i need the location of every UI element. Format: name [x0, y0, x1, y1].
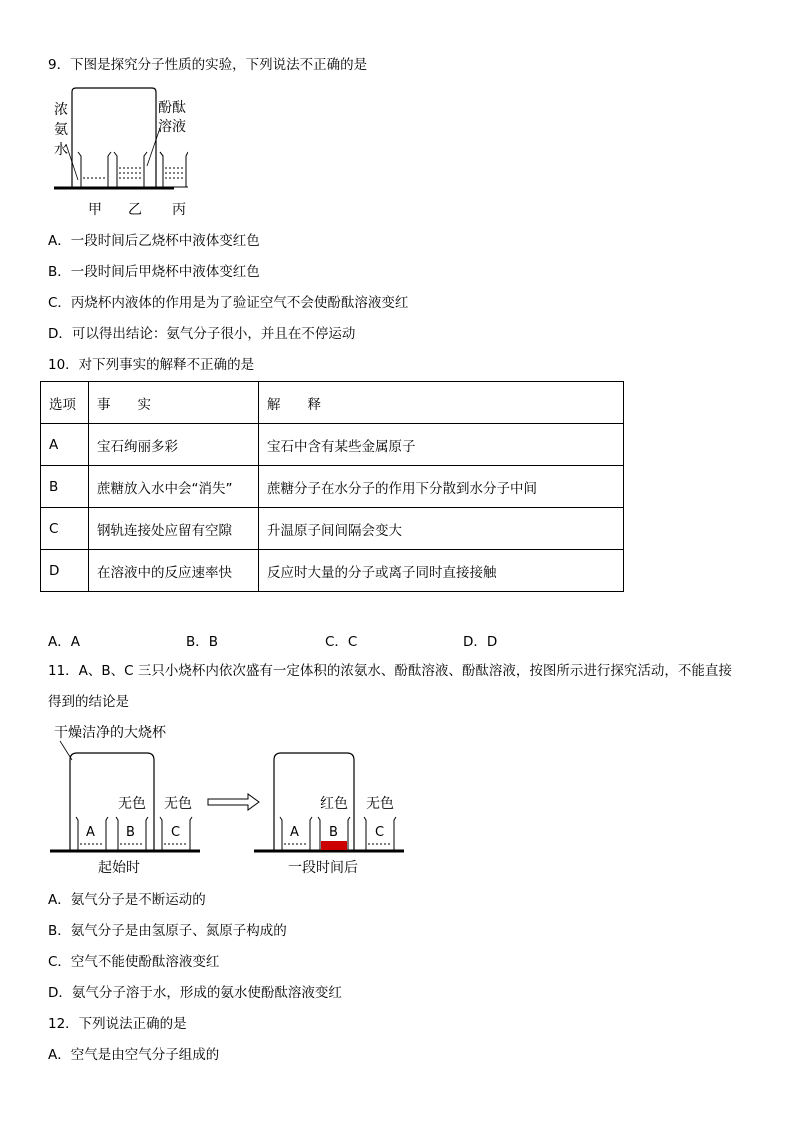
row-fact: 宝石绚丽多彩 — [89, 424, 259, 466]
red-liquid — [321, 841, 347, 850]
caption-after: 一段时间后 — [288, 860, 358, 876]
cover-label: 干燥洁净的大烧杯 — [54, 725, 166, 741]
row-explanation: 反应时大量的分子或离子同时直接接触 — [259, 550, 624, 592]
row-option: B — [41, 466, 89, 508]
cup-jia — [78, 152, 111, 187]
row-fact: 钢轨连接处应留有空隙 — [89, 508, 259, 550]
q10-option-d: D．D — [463, 634, 498, 650]
letter-a-before: A — [86, 825, 95, 840]
letter-b-before: B — [126, 825, 135, 840]
row-fact: 蔗糖放入水中会“消失” — [89, 466, 259, 508]
caption-before: 起始时 — [98, 860, 140, 876]
table-row — [41, 508, 624, 550]
label-solution: 溶液 — [158, 119, 186, 135]
b-color-after: 红色 — [320, 796, 348, 812]
q10-option-b: B．B — [186, 634, 219, 650]
q9-figure — [48, 84, 188, 222]
label-nong: 浓 — [54, 102, 68, 118]
q10-options — [48, 630, 608, 650]
q9-stem: 9．下图是探究分子性质的实验，下列说法不正确的是 — [48, 57, 368, 73]
label-an: 氨 — [54, 122, 68, 138]
arrow-icon — [208, 794, 259, 810]
table-row — [41, 550, 624, 592]
row-option: C — [41, 508, 89, 550]
letter-b-after: B — [329, 825, 338, 840]
q11-option-a: A．氨气分子是不断运动的 — [48, 892, 206, 908]
q11-option-c: C．空气不能使酚酞溶液变红 — [48, 954, 220, 970]
cup-yi — [114, 152, 147, 187]
q10-option-a: A．A — [48, 634, 80, 650]
cup-bing — [160, 152, 188, 187]
q12-stem: 12．下列说法正确的是 — [48, 1016, 187, 1032]
letter-a-after: A — [290, 825, 299, 840]
header-explanation: 解 释 — [259, 382, 624, 424]
q9-option-d: D．可以得出结论：氨气分子很小，并且在不停运动 — [48, 326, 356, 342]
row-option: D — [41, 550, 89, 592]
header-fact: 事 实 — [89, 382, 259, 424]
row-fact: 在溶液中的反应速率快 — [89, 550, 259, 592]
row-option: A — [41, 424, 89, 466]
label-bing: 丙 — [172, 202, 186, 218]
row-explanation: 宝石中含有某些金属原子 — [259, 424, 624, 466]
q11-option-b: B．氨气分子是由氢原子、氮原子构成的 — [48, 923, 287, 939]
row-explanation: 蔗糖分子在水分子的作用下分散到水分子中间 — [259, 466, 624, 508]
b-color-before: 无色 — [118, 796, 146, 812]
q10-option-c: C．C — [325, 634, 358, 650]
q11-stem-line1: 11．A、B、C 三只小烧杯内依次盛有一定体积的浓氨水、酚酞溶液、酚酞溶液，按图所示进行探究活动，不能直接 — [48, 663, 732, 679]
c-color-after: 无色 — [366, 796, 394, 812]
facts-table — [40, 381, 624, 592]
q12-option-a: A．空气是由空气分子组成的 — [48, 1047, 220, 1063]
label-phenolphthalein: 酚酞 — [158, 100, 186, 116]
q10-stem: 10．对下列事实的解释不正确的是 — [48, 357, 255, 373]
q11-stem-line2: 得到的结论是 — [48, 694, 129, 710]
label-jia: 甲 — [88, 202, 102, 218]
q9-option-a: A．一段时间后乙烧杯中液体变红色 — [48, 233, 260, 249]
cover-beaker — [72, 88, 156, 188]
label-shui: 水 — [54, 142, 68, 158]
table-header-row — [41, 382, 624, 424]
q11-option-d: D．氨气分子溶于水，形成的氨水使酚酞溶液变红 — [48, 985, 342, 1001]
letter-c-after: C — [375, 825, 385, 840]
letter-c-before: C — [171, 825, 181, 840]
header-option: 选项 — [41, 382, 89, 424]
q9-option-c: C．丙烧杯内液体的作用是为了验证空气不会使酚酞溶液变红 — [48, 295, 409, 311]
q11-figure — [48, 720, 408, 880]
table-row — [41, 466, 624, 508]
table-row — [41, 424, 624, 466]
q9-option-b: B．一段时间后甲烧杯中液体变红色 — [48, 264, 260, 280]
c-color-before: 无色 — [164, 796, 192, 812]
row-explanation: 升温原子间间隔会变大 — [259, 508, 624, 550]
label-yi: 乙 — [128, 202, 142, 218]
